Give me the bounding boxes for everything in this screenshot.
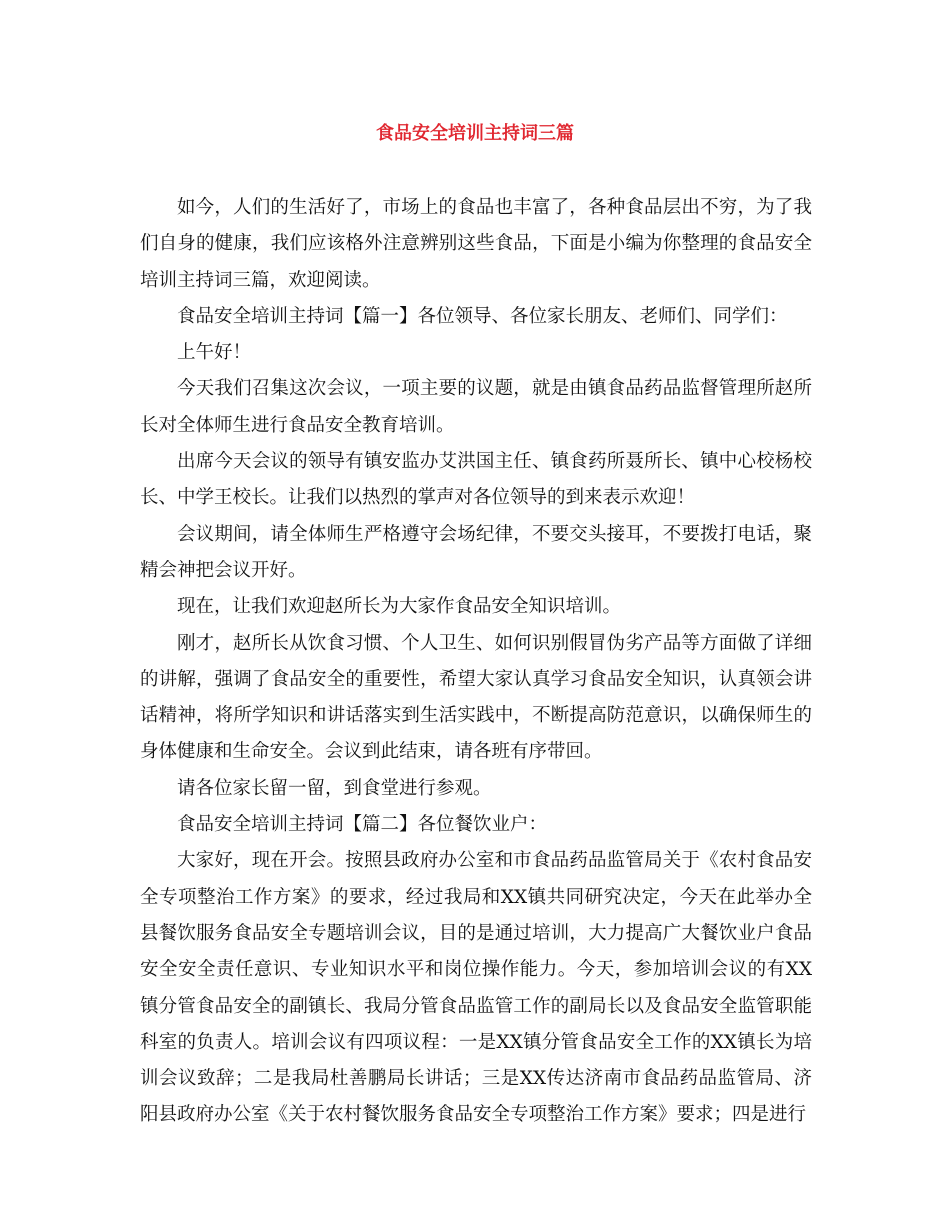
paragraph-meeting-topic: 今天我们召集这次会议，一项主要的议题，就是由镇食品药品监督管理所赵所长对全体师生进行食品安全教育培训。 bbox=[140, 378, 812, 436]
document-body bbox=[140, 190, 812, 1134]
paragraph-part-two-opening: 大家好，现在开会。按照县政府办公室和市食品药品监管局关于《农村食品安全专项整治工作方案》的要求，经过我局和XX镇共同研究决定，今天在此举办全县餐饮服务食品安全专题培训会议，目的是通过培训，大力提高广大餐饮业户食品安全安全责任意识、专业知识水平和岗位操作能力。今天，参加培训会议的有XX镇分管食品安全的副镇长、我局分管食品监管工作的副局长以及食品安全监管职能科室的负责人。培训会议有四项议程：一是XX镇分管食品安全工作的XX镇长为培训会议致辞；二是我局杜善鹏局长讲话；三是XX传达济南市食品药品监管局、济阳县政府办公室《关于农村餐饮服务食品安全专项整治工作方案》要求；四是进行 bbox=[140, 850, 812, 1126]
paragraph-parents-visit: 请各位家长留一留，到食堂进行参观。 bbox=[177, 777, 492, 799]
paragraph-discipline: 会议期间，请全体师生严格遵守会场纪律，不要交头接耳，不要拨打电话，聚精会神把会议开好。 bbox=[140, 523, 812, 581]
document-title: 食品安全培训主持词三篇 bbox=[376, 123, 574, 144]
paragraph-welcome-speaker: 现在，让我们欢迎赵所长为大家作食品安全知识培训。 bbox=[177, 596, 622, 618]
paragraph-attendees: 出席今天会议的领导有镇安监办艾洪国主任、镇食药所聂所长、镇中心校杨校长、中学王校长。让我们以热烈的掌声对各位领导的到来表示欢迎！ bbox=[140, 451, 812, 509]
paragraph-greeting: 上午好！ bbox=[177, 342, 252, 364]
paragraph-intro: 如今，人们的生活好了，市场上的食品也丰富了，各种食品层出不穷，为了我们自身的健康，我们应该格外注意辨别这些食品，下面是小编为你整理的食品安全培训主持词三篇，欢迎阅读。 bbox=[140, 197, 812, 291]
paragraph-part-two-heading: 食品安全培训主持词【篇二】各位餐饮业户： bbox=[177, 814, 548, 836]
paragraph-part-one-heading: 食品安全培训主持词【篇一】各位领导、各位家长朋友、老师们、同学们： bbox=[177, 305, 788, 327]
paragraph-summary: 刚才，赵所长从饮食习惯、个人卫生、如何识别假冒伪劣产品等方面做了详细的讲解，强调了食品安全的重要性，希望大家认真学习食品安全知识，认真领会讲话精神，将所学知识和讲话落实到生活实践中，不断提高防范意识，以确保师生的身体健康和生命安全。会议到此结束，请各班有序带回。 bbox=[140, 632, 812, 763]
